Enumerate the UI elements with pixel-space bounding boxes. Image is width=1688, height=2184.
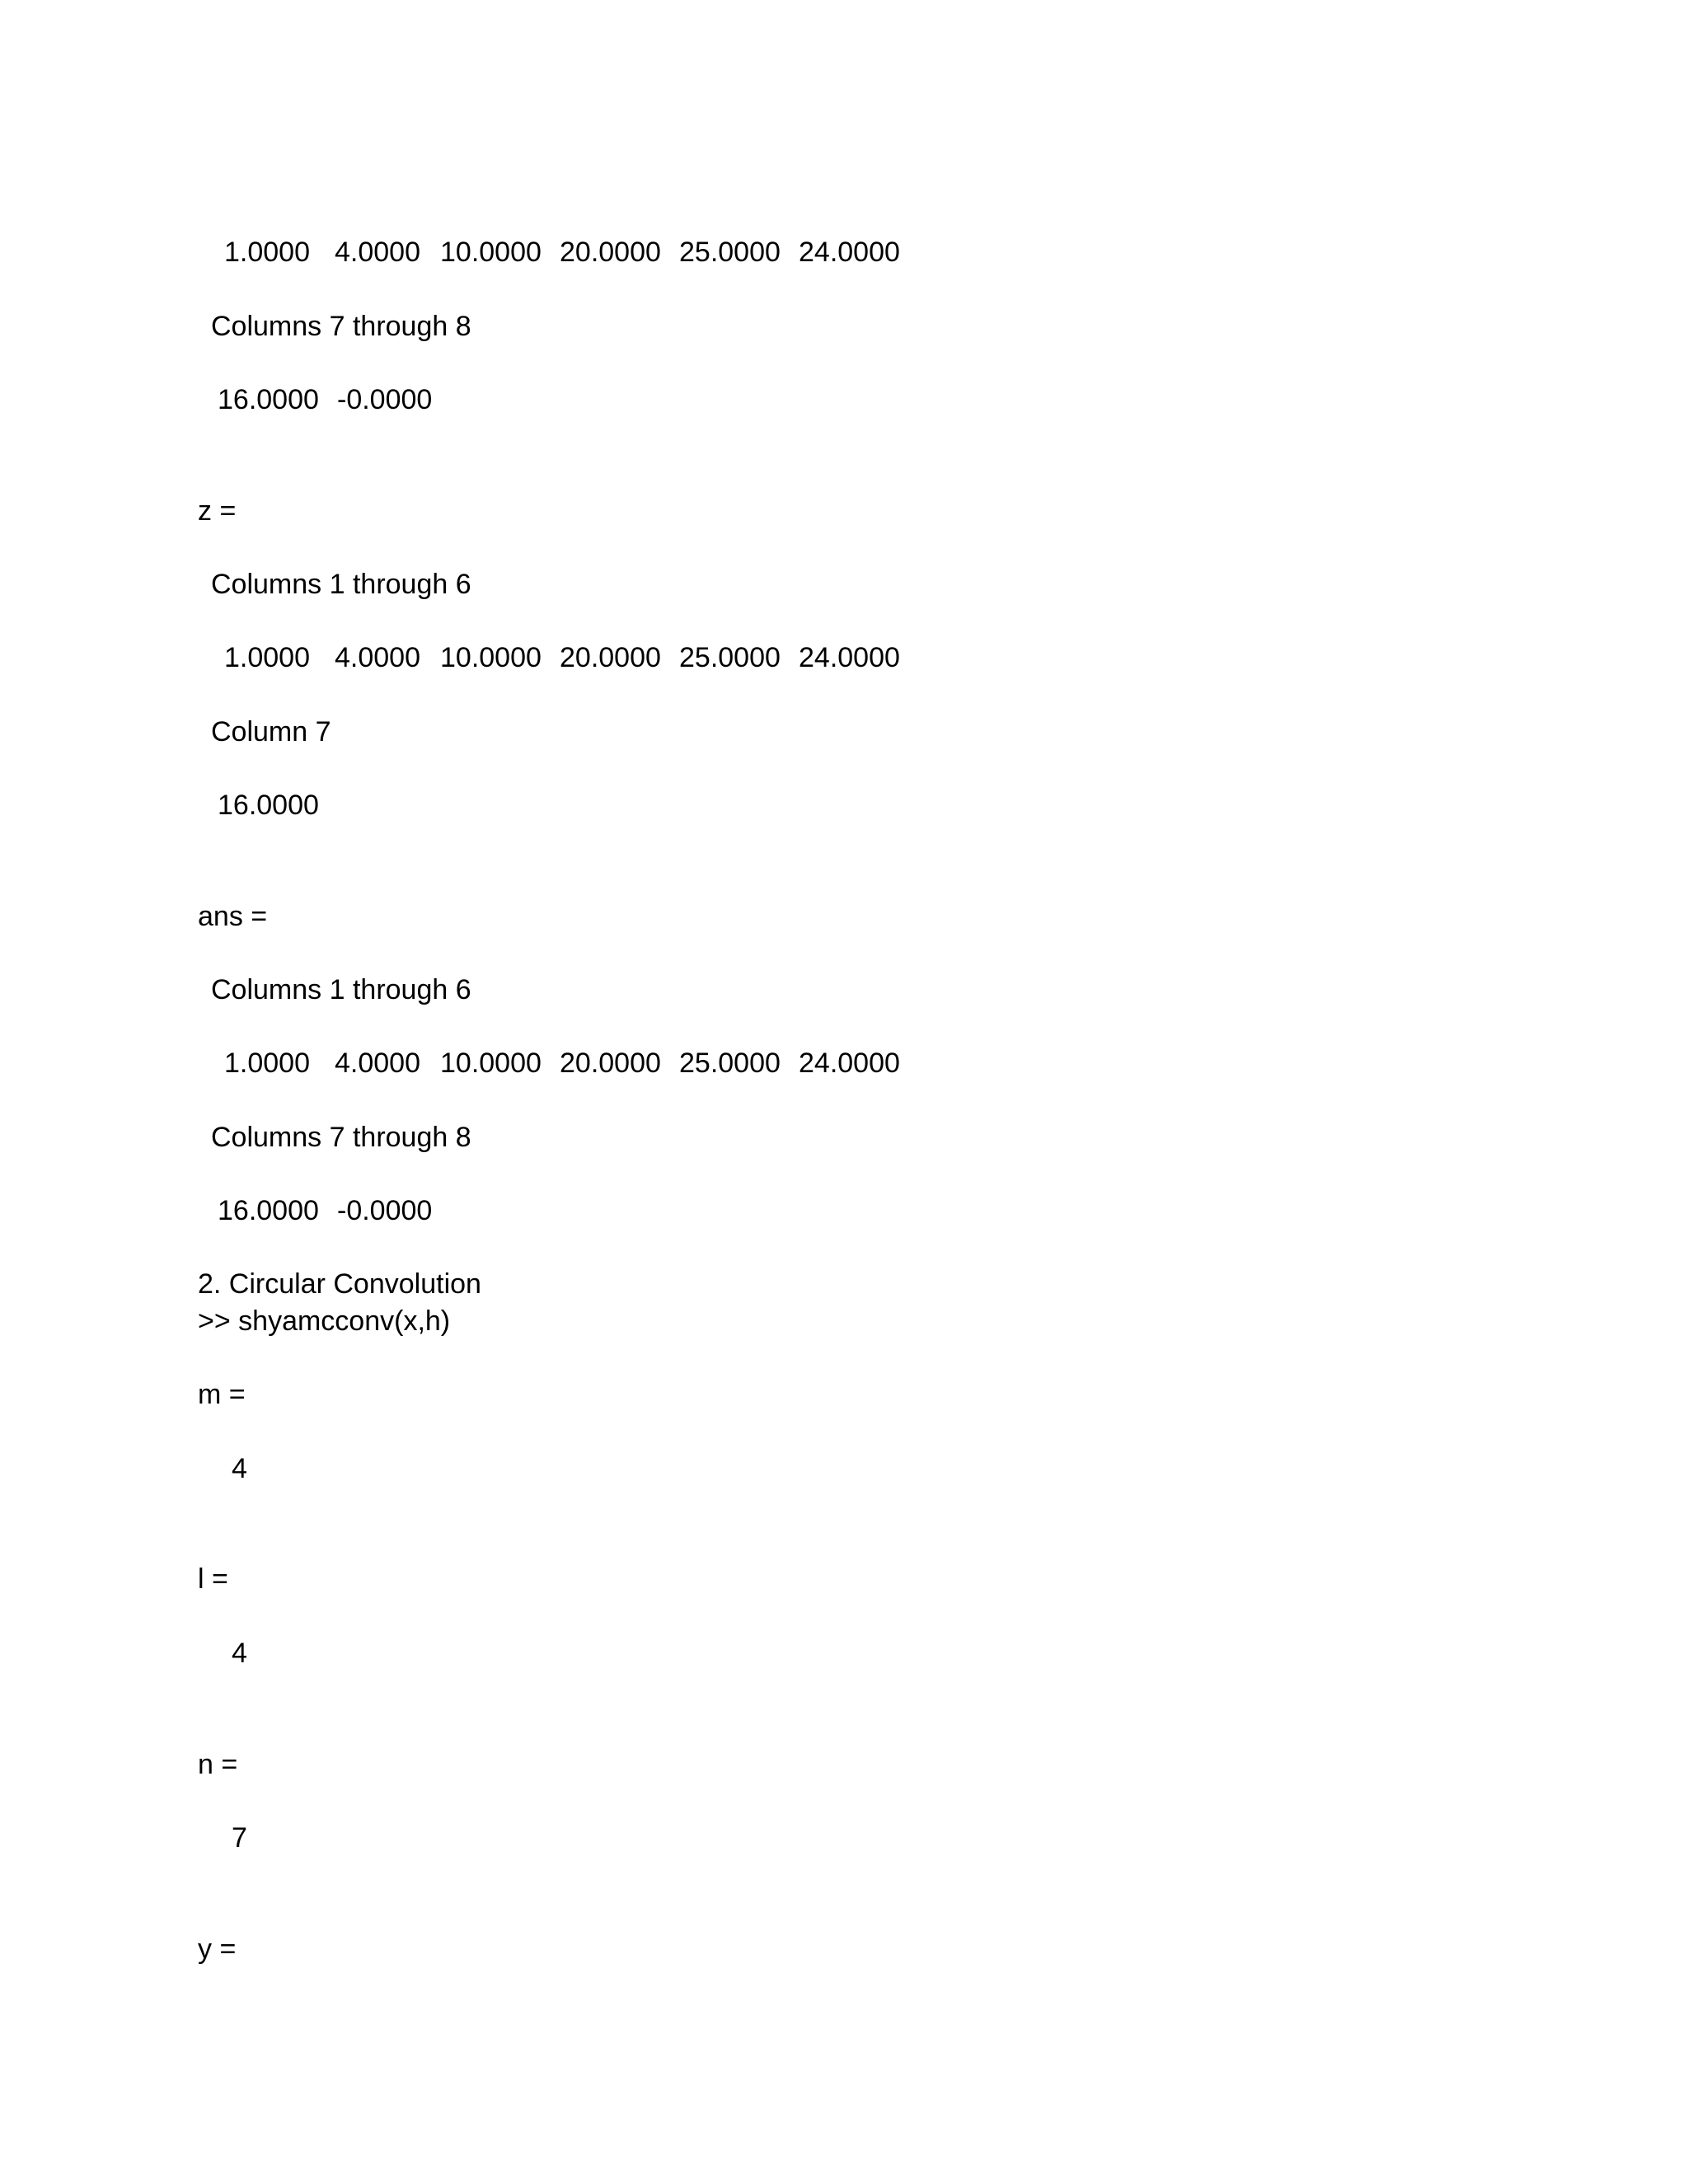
variable-label-ans: ans = bbox=[198, 901, 268, 932]
variable-label-m: m = bbox=[198, 1379, 246, 1410]
result-row-columns-7-8 bbox=[0, 383, 1688, 416]
result-row-columns-1-6 bbox=[0, 1047, 1688, 1080]
value-cell: 25.0000 bbox=[679, 237, 781, 268]
value-cell: 10.0000 bbox=[440, 1047, 542, 1079]
value-cell: 25.0000 bbox=[679, 642, 781, 673]
variable-label-n: n = bbox=[198, 1749, 238, 1780]
value-cell: 24.0000 bbox=[799, 237, 900, 268]
variable-value-m: 4 bbox=[232, 1453, 247, 1484]
variable-value-l: 4 bbox=[232, 1638, 247, 1669]
value-cell: 20.0000 bbox=[560, 642, 661, 673]
value-cell: 4.0000 bbox=[335, 1047, 420, 1079]
value-cell: 1.0000 bbox=[224, 1047, 310, 1079]
columns-header: Column 7 bbox=[211, 716, 331, 748]
columns-header: Columns 1 through 6 bbox=[211, 569, 471, 600]
value-cell: 4.0000 bbox=[335, 237, 420, 268]
value-cell: 4.0000 bbox=[335, 642, 420, 673]
result-row-columns-1-6 bbox=[0, 641, 1688, 674]
value-cell: 16.0000 bbox=[218, 790, 319, 821]
value-cell: 16.0000 bbox=[218, 384, 319, 415]
variable-value-n: 7 bbox=[232, 1822, 247, 1854]
columns-header: Columns 7 through 8 bbox=[211, 1122, 471, 1153]
value-cell: 20.0000 bbox=[560, 237, 661, 268]
value-cell: 20.0000 bbox=[560, 1047, 661, 1079]
value-cell: 24.0000 bbox=[799, 642, 900, 673]
columns-header: Columns 7 through 8 bbox=[211, 311, 471, 342]
value-cell: 10.0000 bbox=[440, 237, 542, 268]
value-cell: -0.0000 bbox=[337, 384, 433, 415]
command-line: >> shyamcconv(x,h) bbox=[198, 1305, 451, 1337]
result-row-columns-1-6 bbox=[0, 236, 1688, 269]
value-cell: 25.0000 bbox=[679, 1047, 781, 1079]
variable-label-l: l = bbox=[198, 1563, 228, 1595]
result-row-column-7 bbox=[0, 789, 1688, 822]
value-cell: 16.0000 bbox=[218, 1195, 319, 1226]
value-cell: 10.0000 bbox=[440, 642, 542, 673]
value-cell: 1.0000 bbox=[224, 237, 310, 268]
value-cell: 24.0000 bbox=[799, 1047, 900, 1079]
value-cell: -0.0000 bbox=[337, 1195, 433, 1226]
result-row-columns-7-8 bbox=[0, 1194, 1688, 1227]
variable-label-y: y = bbox=[198, 1933, 237, 1965]
columns-header: Columns 1 through 6 bbox=[211, 974, 471, 1005]
value-cell: 1.0000 bbox=[224, 642, 310, 673]
section-heading: 2. Circular Convolution bbox=[198, 1268, 481, 1300]
variable-label-z: z = bbox=[198, 495, 237, 527]
